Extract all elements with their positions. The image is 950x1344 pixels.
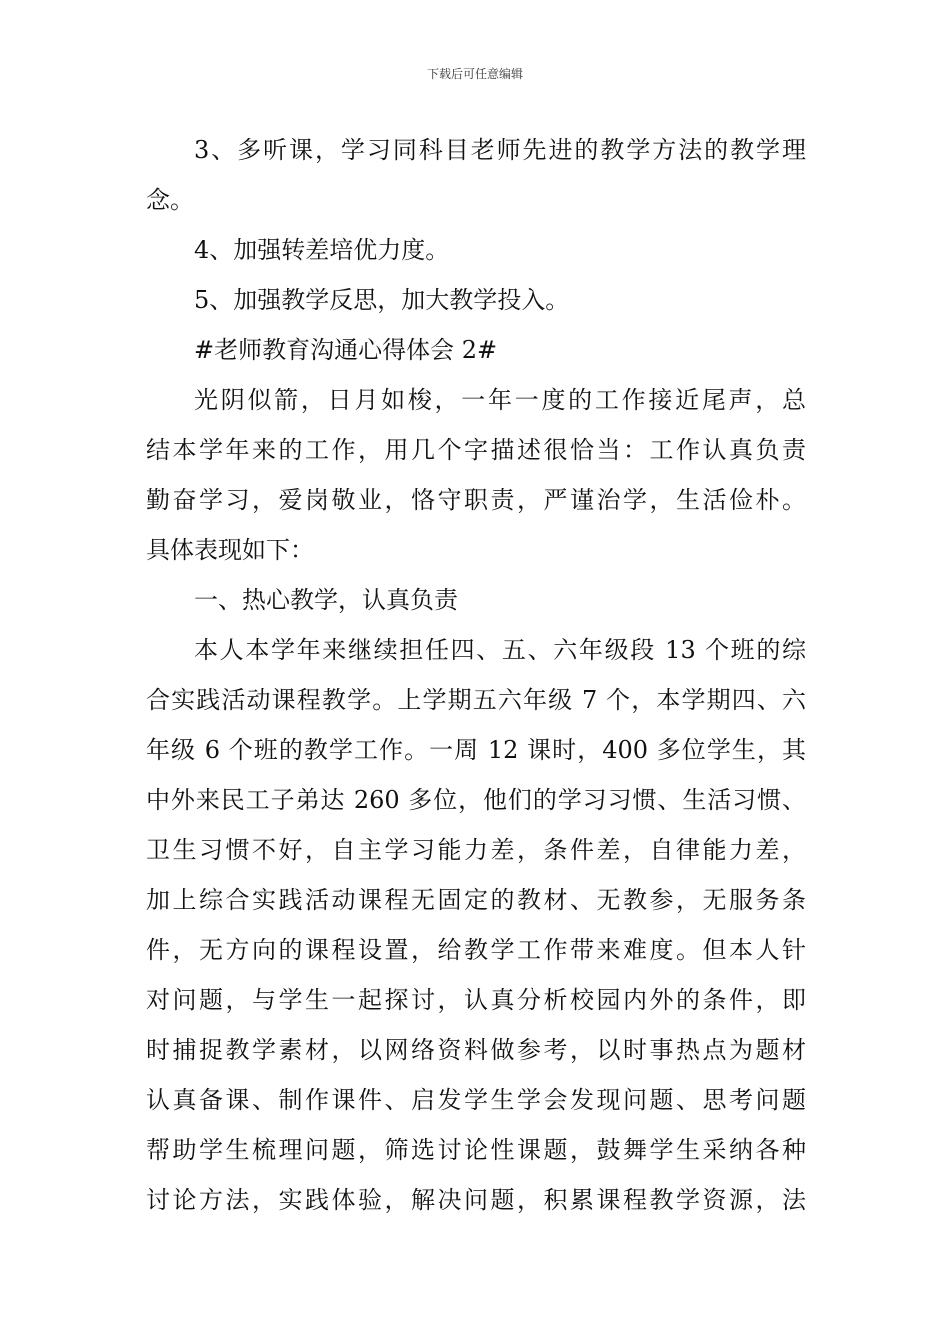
document-body <box>146 125 806 1225</box>
text-line-14: 中外来民工子弟达 260 多位，他们的学习习惯、生活习惯、 <box>146 786 806 814</box>
section-heading-2: #老师教育沟通心得体会 2# <box>194 336 498 364</box>
text-line-3: 4、加强转差培优力度。 <box>194 236 450 264</box>
text-line-17: 件，无方向的课程设置，给教学工作带来难度。但本人针 <box>146 936 806 964</box>
text-line-1: 3、多听课，学习同科目老师先进的教学方法的教学理 <box>194 136 806 164</box>
text-line-22: 讨论方法，实践体验，解决问题，积累课程教学资源，法 <box>146 1186 806 1214</box>
text-line-9: 具体表现如下： <box>146 536 314 564</box>
text-line-12: 合实践活动课程教学。上学期五六年级 7 个，本学期四、六 <box>146 686 806 714</box>
page-header-note: 下载后可任意编辑 <box>426 67 523 81</box>
text-line-20: 认真备课、制作课件、启发学生学会发现问题、思考问题 <box>146 1086 806 1114</box>
text-line-11: 本人本学年来继续担任四、五、六年级段 13 个班的综 <box>194 636 806 664</box>
text-line-4: 5、加强教学反思，加大教学投入。 <box>194 286 570 314</box>
text-line-6: 光阴似箭，日月如梭，一年一度的工作接近尾声，总 <box>194 386 806 414</box>
text-line-2: 念。 <box>146 186 194 214</box>
text-line-18: 对问题，与学生一起探讨，认真分析校园内外的条件，即 <box>146 986 806 1014</box>
text-line-13: 年级 6 个班的教学工作。一周 12 课时，400 多位学生，其 <box>146 736 806 764</box>
text-line-16: 加上综合实践活动课程无固定的教材、无教参，无服务条 <box>146 886 806 914</box>
text-line-19: 时捕捉教学素材，以网络资料做参考，以时事热点为题材 <box>146 1036 806 1064</box>
text-line-7: 结本学年来的工作，用几个字描述很恰当：工作认真负责 <box>146 436 806 464</box>
text-line-8: 勤奋学习，爱岗敬业，恪守职责，严谨治学，生活俭朴。 <box>146 486 806 514</box>
text-line-15: 卫生习惯不好，自主学习能力差，条件差，自律能力差， <box>146 836 806 864</box>
subsection-heading-1: 一、热心教学，认真负责 <box>194 586 458 614</box>
text-line-21: 帮助学生梳理问题，筛选讨论性课题，鼓舞学生采纳各种 <box>146 1136 806 1164</box>
